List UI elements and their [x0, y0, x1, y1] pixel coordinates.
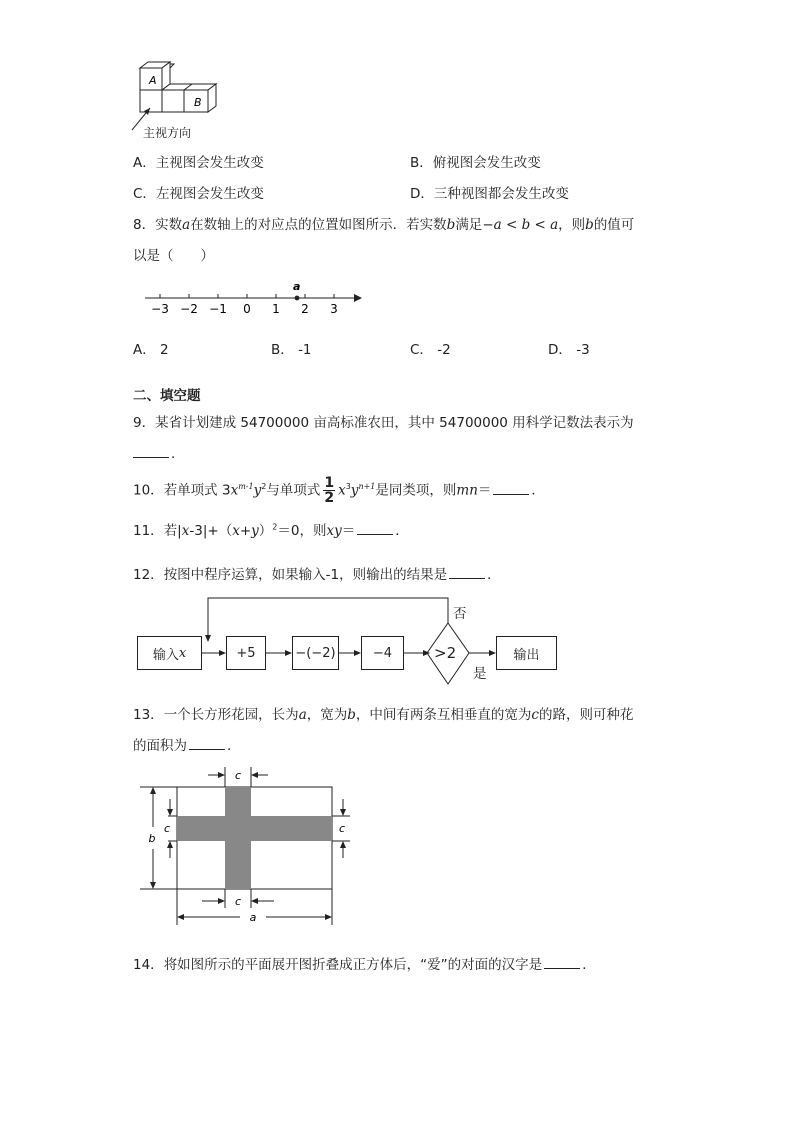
number-line	[140, 280, 370, 320]
flow-yes-label: 是	[473, 666, 487, 682]
section-title: 二、填空题	[133, 388, 201, 404]
q9-stem: 9．某省计划建成 54700000 亩高标准农田，其中 54700000 用科学记数法表示为	[133, 415, 634, 431]
view-direction-caption: 主视方向	[143, 126, 192, 140]
q7-option-d: D．三种视图都会发生改变	[410, 186, 569, 202]
answer-blank	[189, 748, 225, 750]
q8-option-b: B． -1	[271, 342, 312, 358]
flow-minus-neg-two: −(−2)	[292, 636, 339, 670]
q8-stem: 8．实数a在数轴上的对应点的位置如图所示．若实数b满足−a < b < a，则b的值可	[133, 217, 635, 233]
flow-output-box: 输出	[496, 636, 557, 670]
flow-add-five: +5	[226, 636, 266, 670]
dim-a: a	[249, 911, 257, 924]
tick-label: 3	[330, 302, 338, 316]
fraction-half: $\frac{1}{2}$	[324, 475, 335, 506]
cube-b-label: B	[194, 96, 202, 109]
flow-condition-label: >2	[434, 644, 457, 662]
q14-stem: 14．将如图所示的平面展开图折叠成正方体后，“爱”的对面的汉字是 ．	[133, 957, 596, 973]
answer-blank	[544, 967, 580, 969]
dim-b: b	[148, 832, 156, 845]
q13-stem: 13．一个长方形花园，长为a，宽为b，中间有两条互相垂直的宽为c的路，则可种花	[133, 707, 634, 723]
dim-c-bottom: c	[234, 895, 242, 908]
flow-input-box: 输入 x	[137, 636, 202, 670]
cube-a-label: A	[149, 74, 157, 87]
dim-c-left: c	[163, 822, 171, 835]
q10-stem: 10．若单项式 $3x^{m-1}y^2$与单项式 $\frac{1}{2}$ $x^3y^{n+1}$是同类项，则mn＝ ．	[133, 475, 545, 506]
tick-label: −1	[209, 302, 227, 316]
q7-option-a: A．主视图会发生改变	[133, 155, 264, 171]
tick-label: 0	[243, 302, 251, 316]
q8-stem-line2: 以是（ ）	[133, 248, 214, 264]
tick-label: −2	[180, 302, 198, 316]
answer-blank	[449, 577, 485, 579]
answer-blank	[133, 456, 169, 458]
q12-stem: 12．按图中程序运算，如果输入-1，则输出的结果是 ．	[133, 567, 501, 583]
garden-figure	[140, 765, 360, 930]
q8-option-a: A． 2	[133, 342, 169, 358]
tick-label: −3	[151, 302, 169, 316]
tick-label: 1	[272, 302, 280, 316]
point-a-label: a	[293, 280, 301, 293]
answer-blank	[357, 533, 393, 535]
tick-label: 2	[301, 302, 309, 316]
q13-stem-line2: 的面积为 ．	[133, 738, 241, 754]
q7-option-c: C．左视图会发生改变	[133, 186, 264, 202]
q9-answer-line: ．	[133, 442, 185, 462]
q8-option-d: D． -3	[548, 342, 590, 358]
q7-option-b: B．俯视图会发生改变	[410, 155, 541, 171]
q8-option-c: C． -2	[410, 342, 451, 358]
q11-stem: 11．若$|x-3|+(x+y)^2=0$，则xy＝ ．	[133, 522, 409, 539]
dim-c-right: c	[338, 822, 346, 835]
flow-minus-four: −4	[361, 636, 404, 670]
answer-blank	[493, 493, 529, 495]
dim-c-top: c	[234, 769, 242, 782]
flow-no-label: 否	[453, 606, 467, 622]
